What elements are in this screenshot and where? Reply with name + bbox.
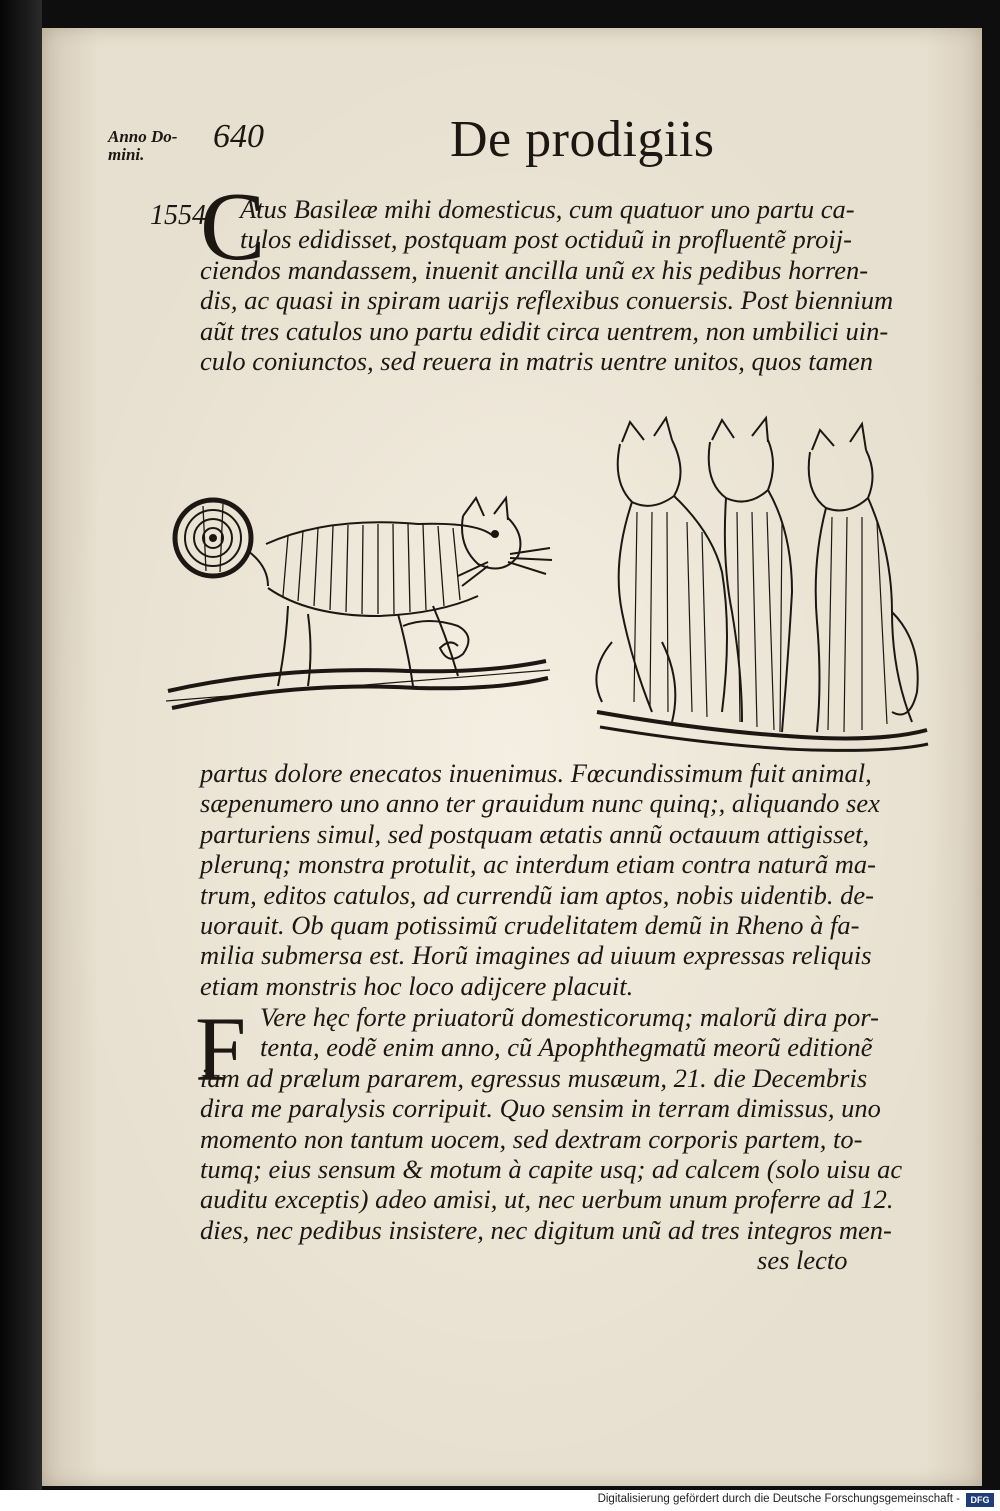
text-line: plerunq; monstra protulit, ac interdum etiam contra naturã ma- (200, 849, 876, 880)
catchword: ses lecto (757, 1245, 848, 1276)
woodcut-cat-illustration (158, 476, 558, 736)
paragraph-1 (200, 194, 894, 376)
text-line: partus dolore enecatos inuenimus. Fœcundissimum fuit animal, (200, 758, 872, 788)
year-marginal: 1554 (150, 200, 206, 231)
text-line: parturiens simul, sed postquam ætatis annũ octauum attigisset, (200, 818, 870, 849)
text-line: Vere hęc forte priuatorũ domesticorumq; malorũ dira por- (260, 1002, 879, 1032)
text-line: sæpenumero uno anno ter grauidum nunc quinq;, aliquando sex (200, 788, 880, 819)
text-line: aũt tres catulos uno partu edidit circa uentrem, non umbilici uin- (200, 315, 889, 346)
text-line: tenta, eodẽ enim anno, cũ Apophthegmatũ meorũ editionẽ (260, 1032, 873, 1063)
text-line: uorauit. Ob quam potissimũ crudelitatem demũ in Rheno à fa- (200, 909, 860, 940)
text-line: Atus Basileæ mihi domesticus, cum quatuor uno partu ca- (240, 194, 855, 224)
book-spine (0, 0, 42, 1490)
text-line: dis, ac quasi in spiram uarijs reflexibus conuersis. Post biennium (200, 285, 894, 316)
text-line: auditu exceptis) adeo amisi, ut, nec uerbum unum proferre ad 12. (200, 1184, 894, 1215)
text-line: iam ad prælum pararem, egressus musæum, 21. die Decembris (200, 1062, 868, 1093)
woodcut-conjoined-cats-illustration (592, 412, 932, 762)
text-line: culo coniunctos, sed reuera in matris uentre unitos, quos tamen (200, 345, 873, 376)
text-line: tulos edidisset, postquam post octiduũ in profluentẽ proij- (240, 224, 852, 255)
text-line: tumq; eius sensum & motum à capite usq; ad calcem (solo uisu ac (200, 1153, 903, 1184)
dfg-logo[interactable]: DFG (966, 1493, 994, 1507)
text-line: etiam monstris hoc loco adijcere placuit. (200, 970, 634, 1001)
drop-capital: F (195, 998, 247, 1100)
page-number: 640 (213, 118, 264, 155)
paragraph-2 (200, 758, 880, 1001)
margin-note: Anno Do- mini. (108, 127, 178, 164)
text-line: milia submersa est. Horũ imagines ad uiuum expressas reliquis (200, 940, 872, 971)
footer-bar (0, 1490, 1000, 1511)
paragraph-3 (200, 1002, 902, 1276)
drop-capital: C (200, 173, 266, 281)
text-line: ciendos mandassem, inuenit ancilla unũ ex his pedibus horren- (200, 254, 869, 285)
text-line: trum, editos catulos, ad currendũ iam aptos, nobis uidentib. de- (200, 879, 874, 910)
funding-notice: Digitalisierung gefördert durch die Deutsche Forschungsgemeinschaft - (597, 1493, 960, 1505)
running-title: De prodigiis (450, 111, 715, 168)
text-line: momento non tantum uocem, sed dextram corporis partem, to- (200, 1123, 863, 1154)
text-line: dira me paralysis corripuit. Quo sensim in terram dimissus, uno (200, 1093, 881, 1124)
text-line: dies, nec pedibus insistere, nec digitum unũ ad tres integros men- (200, 1214, 892, 1245)
